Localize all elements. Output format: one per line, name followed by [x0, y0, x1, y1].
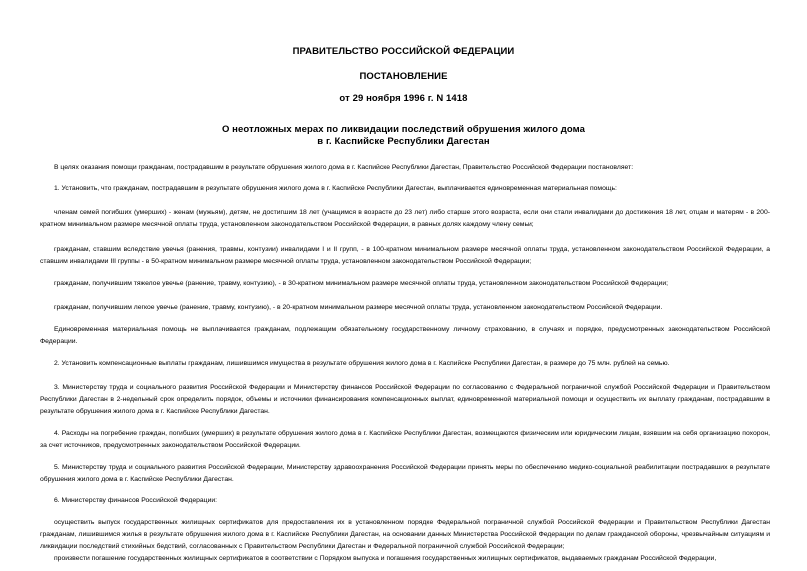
document-type-heading: ПОСТАНОВЛЕНИЕ: [359, 71, 448, 82]
paragraph: членам семей погибших (умерших) - женам (мужьям), детям, не достигшим 18 лет (учащимся в возрасте до 23 лет) либо старше этого возраста, если они стали инвалидами до достижения 18 лет, отцам и матерям - в 200-кратном минимальном размере месячной оплаты труда, установленном законодательством Российской Федерации, в равных долях каждому члену семьи;: [40, 209, 770, 228]
paragraph: Единовременная материальная помощь не выплачивается гражданам, подлежащим обязательному государственному личному страхованию, в случаях и порядке, предусмотренных законодательством Российской Федерации.: [40, 326, 770, 345]
paragraph: 1. Установить, что гражданам, пострадавшим в результате обрушения жилого дома в г. Каспийске Республики Дагестан, выплачивается единовременная материальная помощь:: [54, 185, 617, 192]
title-line-1: О неотложных мерах по ликвидации последствий обрушения жилого дома: [221, 124, 586, 135]
paragraph: 6. Министерству финансов Российской Федерации:: [54, 497, 218, 504]
paragraph: гражданам, получившим легкое увечье (ранение, травму, контузию), - в 20-кратном минимальном размере месячной оплаты труда, установленном законодательством Российской Федерации.: [54, 304, 663, 311]
paragraph: 4. Расходы на погребение граждан, погибших (умерших) в результате обрушения жилого дома в г. Каспийске Республики Дагестан, возмещаются физическим или юридическим лицам, взявшим на себя организацию похорон, за счет источников, предусмотренных законодательством Российской Федерации.: [40, 430, 770, 449]
paragraph: В целях оказания помощи гражданам, пострадавшим в результате обрушения жилого дома в г. Каспийске Республики Дагестан, Правительство Российской Федерации постановляет:: [54, 164, 634, 171]
paragraph: 3. Министерству труда и социального развития Российской Федерации и Министерству финансов Российской Федерации по согласованию с Федеральной пограничной службой Российской Федерации и Правительством Республики Дагестан в 2-недельный срок определить порядок, объемы и источники финансирования компенсационных выплат, единовременной материальной помощи и осуществить их выплату гражданам, пострадавшим в результате обрушения жилого дома в г. Каспийске Республики Дагестан.: [40, 384, 770, 415]
government-heading: ПРАВИТЕЛЬСТВО РОССИЙСКОЙ ФЕДЕРАЦИИ: [292, 46, 515, 57]
paragraph: гражданам, получившим тяжелое увечье (ранение, травму, контузию), - в 30-кратном минимальном размере месячной оплаты труда, установленном законодательством Российской Федерации;: [54, 280, 669, 287]
paragraph: гражданам, ставшим вследствие увечья (ранения, травмы, контузии) инвалидами I и II групп, - в 100-кратном минимальном размере месячной оплаты труда, установленном законодательством Российской Федерации, а ставшим инвалидами III группы - в 50-кратном минимальном размере месячной оплаты труда, установленном законодательством Российской Федерации;: [40, 246, 770, 265]
title-line-2: в г. Каспийске Республики Дагестан: [317, 136, 490, 147]
date-number-heading: от 29 ноября 1996 г. N 1418: [339, 93, 468, 104]
paragraph: 2. Установить компенсационные выплаты гражданам, лишившимся имущества в результате обрушения жилого дома в г. Каспийске Республики Дагестан, в размере до 75 млн. рублей на семью.: [54, 360, 670, 367]
paragraph: 5. Министерству труда и социального развития Российской Федерации, Министерству здравоохранения Российской Федерации принять меры по обеспечению медико-социальной реабилитации пострадавших в результате обрушения жилого дома в г. Каспийске Республики Дагестан.: [40, 464, 770, 483]
paragraph: осуществить выпуск государственных жилищных сертификатов для предоставления их в установленном порядке Федеральной пограничной службой Российской Федерации и Правительством Республики Дагестан гражданам, лишившимся жилья в результате обрушения жилого дома в г. Каспийске Республики Дагестан, на основании данных Министерства Российской Федерации по делам гражданской обороны, чрезвычайным ситуациям и ликвидации последствий стихийных бедствий, согласованных с Правительством Республики Дагестан и Федеральной пограничной службой Российской Федерации;: [40, 519, 770, 550]
paragraph: произвести погашение государственных жилищных сертификатов в соответствии с Порядком выпуска и погашения государственных жилищных сертификатов, выдаваемых гражданам Российской Федерации,: [54, 555, 717, 562]
